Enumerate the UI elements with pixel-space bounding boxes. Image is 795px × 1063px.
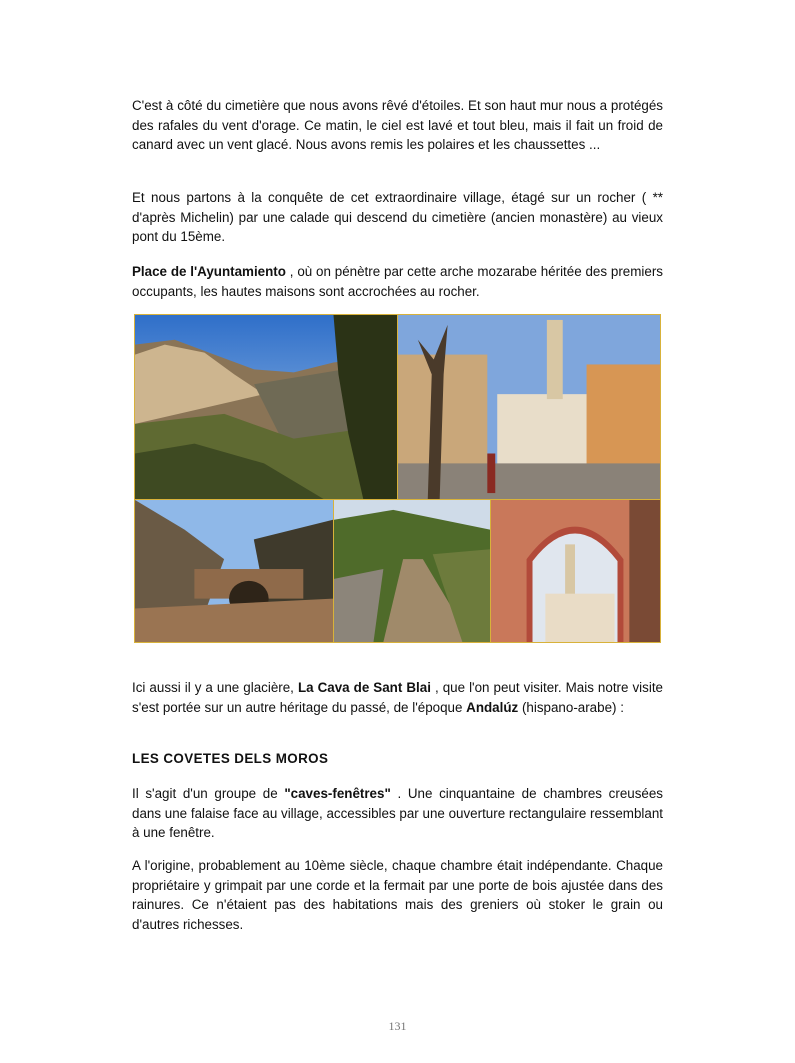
paragraph-glaciere-text-b: , que l'on peut visiter. Mais notre visite s'est portée sur un autre héritage du passé, de l'époque	[132, 680, 663, 715]
village-on-rock-photo	[134, 314, 398, 500]
old-bridge-photo	[134, 499, 334, 643]
section-heading: LES COVETES DELS MOROS	[132, 751, 329, 766]
paragraph-caves-text-b: . Une cinquantaine de chambres creusées dans une falaise face au village, accessibles par une ouverture rectangulaire ressemblant à une fenêtre.	[132, 786, 663, 840]
paragraph-place-text: , où on pénètre par cette arche mozarabe héritée des premiers occupants, les hautes maisons sont accrochées au rocher.	[132, 264, 663, 299]
paragraph-glaciere-text-a: Ici aussi il y a une glacière,	[132, 680, 298, 695]
paragraph-intro	[132, 96, 663, 155]
paragraph-caves-text-a: Il s'agit d'un groupe de	[132, 786, 285, 801]
paragraph-conquest	[132, 188, 663, 247]
andaluz-word: Andalúz	[466, 699, 519, 715]
page-number: 131	[388, 1019, 407, 1033]
paragraph-origin	[132, 856, 663, 934]
cava-name: La Cava de Sant Blai	[297, 680, 431, 695]
paragraph-caves	[132, 784, 663, 843]
mozarab-arch-photo	[490, 499, 661, 643]
paragraph-place	[132, 262, 663, 301]
place-name: Place de l'Ayuntamiento	[132, 264, 286, 279]
paragraph-intro-text: C'est à côté du cimetière que nous avons rêvé d'étoiles. Et son haut mur nous a protégés des rafales du vent d'orage. Ce matin, le ciel est lavé et tout bleu, mais il fait un froid de canard avec un vent glacé. Nous avons remis les polaires et les chaussettes ...	[132, 98, 663, 152]
paragraph-glaciere	[132, 678, 663, 717]
paragraph-origin-text: A l'origine, probablement au 10ème siècle, chaque chambre était indépendante. Chaque propriétaire y grimpait par une corde et la fermait par une porte de bois ajustée dans des rainures. Ce n'étaient pas des habitations mais des greniers où stoker le grain ou d'autres richesses.	[132, 858, 663, 932]
caves-fenetres-term: "caves-fenêtres"	[284, 786, 391, 801]
plaza-ayuntamiento-photo	[397, 314, 661, 500]
paragraph-conquest-text: Et nous partons à la conquête de cet extraordinaire village, étagé sur un rocher ( ** d'après Michelin) par une calade qui descend du cimetière (ancien monastère) au vieux pont du 15ème.	[132, 190, 663, 244]
paragraph-glaciere-text-c: (hispano-arabe) :	[518, 699, 624, 715]
stone-path-photo	[333, 499, 491, 643]
